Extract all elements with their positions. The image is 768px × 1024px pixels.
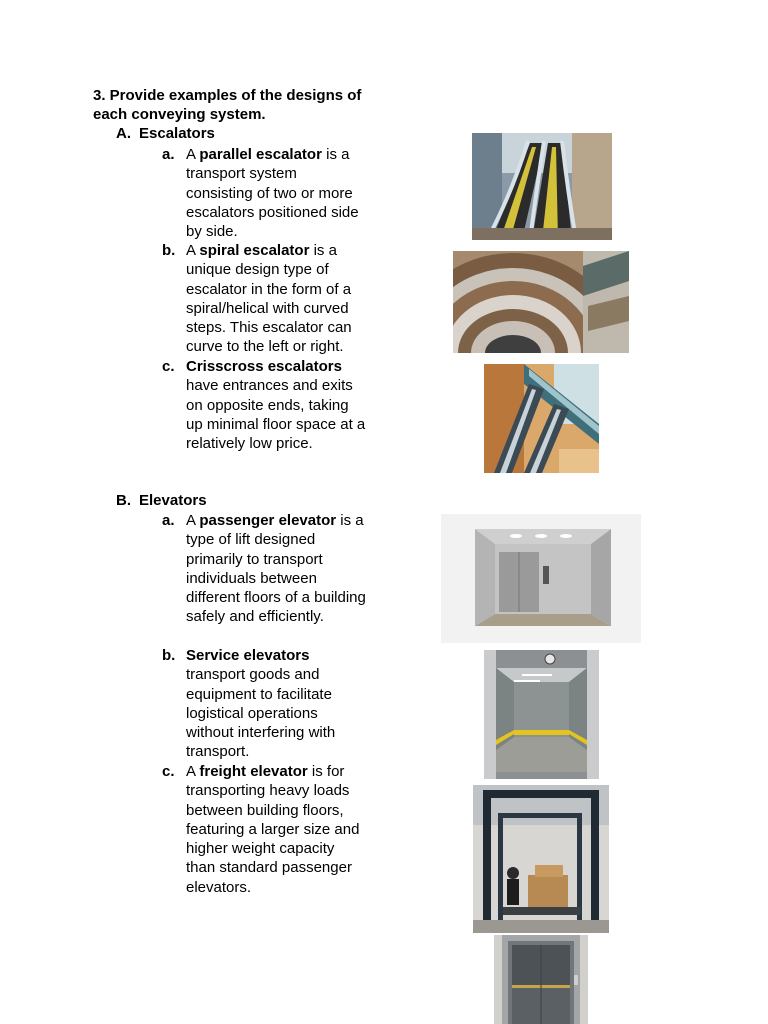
spiral-escalator-photo	[453, 251, 629, 353]
item-term: freight elevator	[199, 763, 308, 780]
list-item-spiral-escalator	[162, 241, 367, 357]
item-description: is for transporting heavy loads between building floors, featuring a larger size and higher weight capacity than standard passenger elevators.	[186, 763, 360, 896]
item-pre: A	[186, 146, 200, 163]
passenger-elevator-photo	[441, 514, 641, 643]
item-description: is a transport system consisting of two or more escalators positioned side by side.	[186, 146, 359, 241]
question-heading: 3. Provide examples of the designs of each conveying system.	[93, 87, 362, 124]
item-description: transport goods and equipment to facilitate logistical operations without interfering with transport.	[186, 666, 336, 761]
item-letter: b.	[162, 647, 176, 664]
list-item-passenger-elevator	[162, 511, 367, 627]
section-escalators	[116, 125, 215, 142]
item-term: passenger elevator	[199, 512, 337, 529]
section-elevators	[116, 492, 207, 509]
item-description: is a type of lift designed primarily to transport individuals between different floors of a building safely and efficiently.	[186, 512, 366, 626]
item-letter: c.	[162, 358, 175, 375]
list-item-parallel-escalator	[162, 145, 367, 241]
item-description: have entrances and exits on opposite ends, taking up minimal floor space at a relatively low price.	[186, 377, 366, 453]
list-item-crisscross-escalator	[162, 357, 367, 453]
item-pre: A	[186, 512, 200, 529]
section-title: Elevators	[139, 492, 207, 509]
dumbwaiter-elevator-photo	[494, 935, 588, 1024]
section-letter: B.	[116, 492, 131, 509]
list-item-service-elevator	[162, 646, 367, 762]
item-term: Crisscross escalators	[186, 358, 342, 375]
list-item-freight-elevator	[162, 762, 367, 897]
service-elevator-photo	[484, 650, 599, 779]
item-letter: a.	[162, 512, 175, 529]
freight-elevator-photo	[473, 785, 609, 933]
item-term: Service elevators	[186, 647, 310, 664]
section-title: Escalators	[139, 125, 215, 142]
crisscross-escalator-photo	[484, 364, 599, 473]
item-letter: c.	[162, 763, 175, 780]
item-pre: A	[186, 242, 200, 259]
item-letter: b.	[162, 242, 176, 259]
item-pre: A	[186, 763, 200, 780]
item-letter: a.	[162, 146, 175, 163]
section-letter: A.	[116, 125, 131, 142]
parallel-escalator-photo	[472, 133, 612, 240]
item-term: parallel escalator	[199, 146, 322, 163]
item-description: is a unique design type of escalator in the form of a spiral/helical with curved steps. This escalator can curve to the left or right.	[186, 242, 352, 356]
item-term: spiral escalator	[199, 242, 310, 259]
